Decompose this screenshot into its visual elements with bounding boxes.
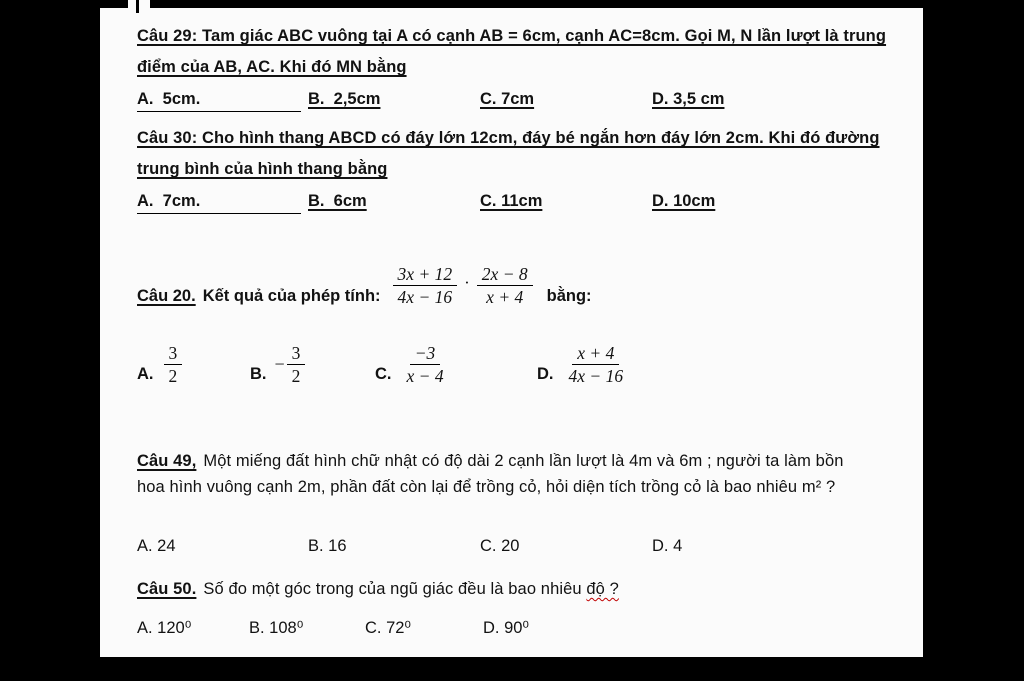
fraction: [164, 342, 183, 387]
document-page: [100, 8, 923, 657]
question-50-answers: [100, 618, 923, 648]
option-label: C.: [375, 365, 392, 383]
question-49-answers: [100, 537, 923, 567]
answer-option-b: B. 16: [308, 537, 347, 555]
question-20-tail: bằng:: [546, 286, 592, 305]
question-49-label: Câu 49,: [137, 452, 197, 470]
answer-option-b: B. 108⁰: [249, 619, 304, 637]
answer-option-d: D. 3,5 cm: [652, 90, 725, 108]
question-30-answers: [100, 192, 923, 222]
fraction-numerator: 3: [287, 342, 306, 365]
question-29-answers: [100, 90, 923, 120]
fraction-denominator: 4x − 16: [397, 286, 453, 307]
fraction: [564, 342, 629, 387]
question-50-text: [137, 576, 897, 602]
answer-option-c: C. 20: [480, 537, 520, 555]
fraction-denominator: 2: [168, 366, 178, 386]
fraction-denominator: 2: [291, 366, 301, 386]
answer-option-a: A. 5cm.: [137, 90, 301, 112]
page-top-notch: [128, 0, 150, 10]
option-label: B.: [250, 365, 267, 383]
option-label: D.: [537, 365, 554, 383]
fraction: [287, 342, 306, 387]
answer-option-d: D. 4: [652, 537, 683, 555]
question-20-lead: Kết quả của phép tính:: [202, 286, 381, 305]
question-49-text: [137, 448, 857, 500]
multiply-dot: ·: [464, 273, 470, 292]
question-20-text: [137, 256, 592, 314]
answer-option-d: [537, 342, 628, 387]
fraction-denominator: x − 4: [406, 366, 444, 386]
answer-option-c: C. 7cm: [480, 90, 535, 108]
minus-sign: −: [274, 354, 285, 374]
answer-option-c: [375, 342, 449, 387]
question-49-body: Một miếng đất hình chữ nhật có độ dài 2 cạnh lần lượt là 4m và 6m ; người ta làm bồn hoa hình vuông cạnh 2m, phần đất còn lại để trồng cỏ, hỏi diện tích trồng cỏ là bao nhiêu m² ?: [137, 452, 844, 496]
answer-option-a: A. 7cm.: [137, 192, 301, 214]
question-20-answers: [100, 342, 923, 398]
cursor-tick-mark: [136, 0, 139, 13]
fraction: [402, 342, 449, 387]
answer-option-a: A. 24: [137, 537, 176, 555]
answer-option-a: A. 120⁰: [137, 619, 192, 637]
option-label: A.: [137, 365, 154, 383]
fraction-denominator: x + 4: [486, 286, 524, 307]
fraction-1: [393, 263, 458, 308]
answer-option-d: D. 10cm: [652, 192, 716, 210]
answer-option-d: D. 90⁰: [483, 619, 530, 637]
question-30-text: Câu 30: Cho hình thang ABCD có đáy lớn 12cm, đáy bé ngắn hơn đáy lớn 2cm. Khi đó đường trung bình của hình thang bằng: [137, 129, 880, 178]
answer-option-c: C. 11cm: [480, 192, 543, 210]
fraction-numerator: 3: [164, 342, 183, 365]
question-50-label: Câu 50.: [137, 580, 197, 598]
fraction-2: [477, 263, 533, 308]
fraction-denominator: 4x − 16: [568, 366, 624, 386]
question-50-body: Số đo một góc trong của ngũ giác đều là bao nhiêu: [203, 580, 582, 598]
question-20-label: Câu 20.: [137, 286, 196, 305]
answer-option-a: [137, 342, 182, 387]
answer-option-b: [250, 342, 305, 387]
fraction-numerator: 2x − 8: [477, 263, 533, 286]
answer-option-b: B. 6cm: [308, 192, 367, 210]
question-29-text: Câu 29: Tam giác ABC vuông tại A có cạnh AB = 6cm, cạnh AC=8cm. Gọi M, N lần lượt là trung điểm của AB, AC. Khi đó MN bằng: [137, 27, 887, 76]
question-50-tail: độ ?: [586, 580, 619, 598]
fraction-numerator: x + 4: [572, 342, 619, 365]
fraction-numerator: 3x + 12: [393, 263, 458, 286]
fraction-numerator: −3: [410, 342, 441, 365]
answer-option-c: C. 72⁰: [365, 619, 412, 637]
answer-option-b: B. 2,5cm: [308, 90, 381, 108]
